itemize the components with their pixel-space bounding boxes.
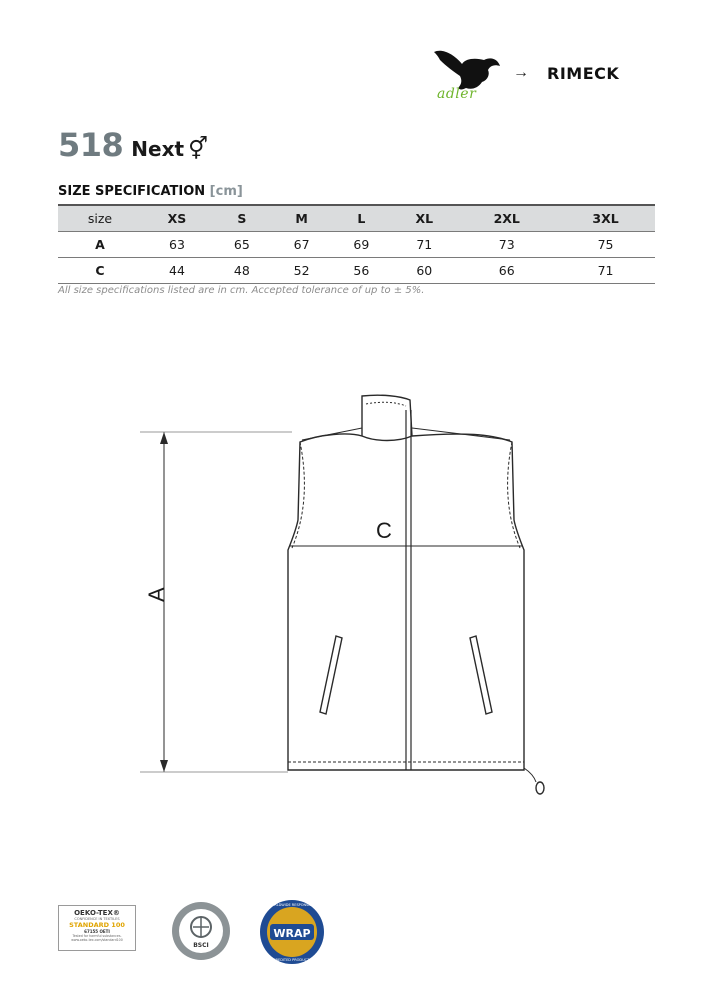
header-cell: XS	[142, 205, 212, 231]
header-cell: XL	[391, 205, 457, 231]
table-cell: 60	[391, 257, 457, 283]
table-cell: 67	[272, 231, 332, 257]
size-table-header	[58, 205, 655, 231]
table-cell: 56	[331, 257, 391, 283]
product-title	[58, 126, 208, 164]
oeko-tex-badge	[58, 905, 136, 951]
header-cell: 3XL	[556, 205, 655, 231]
row-label: C	[58, 257, 142, 283]
header-cell: size	[58, 205, 142, 231]
table-cell: 71	[391, 231, 457, 257]
table-cell: 44	[142, 257, 212, 283]
table-cell: 65	[212, 231, 272, 257]
table-cell: 66	[457, 257, 556, 283]
tolerance-note: All size specifications listed are in cm. Accepted tolerance of up to ± 5%.	[58, 285, 425, 296]
oeko-standard: STANDARD 100	[69, 921, 125, 929]
size-spec-heading	[58, 184, 243, 199]
adler-logo: adler	[437, 86, 477, 102]
product-name: Next	[131, 137, 185, 161]
vest-technical-drawing	[130, 380, 570, 800]
wrap-seal-icon	[258, 898, 326, 966]
arrow-icon: →	[513, 64, 529, 81]
table-cell: 75	[556, 231, 655, 257]
rimeck-logo-text: RIMECK	[547, 64, 620, 83]
header-cell: S	[212, 205, 272, 231]
wrap-top-text: WORLDWIDE RESPONSIBLE	[268, 903, 316, 907]
table-cell: 63	[142, 231, 212, 257]
unisex-symbol-icon: ⚥	[188, 136, 208, 161]
oeko-line1: Tested for harmful substances.	[72, 934, 122, 938]
wrap-bottom-text: ACCREDITED PRODUCTION	[268, 958, 316, 962]
size-spec-unit: [cm]	[209, 184, 243, 199]
dimension-c-label: C	[376, 518, 392, 543]
rimeck-logo	[547, 64, 619, 83]
oeko-sub: CONFIDENCE IN TEXTILES	[74, 917, 120, 921]
table-cell: 73	[457, 231, 556, 257]
row-label: A	[58, 231, 142, 257]
bsci-seal-icon	[170, 900, 232, 962]
table-cell: 48	[212, 257, 272, 283]
dimension-a-label: A	[144, 587, 169, 602]
table-row	[58, 231, 655, 257]
size-table	[58, 204, 655, 284]
table-cell: 52	[272, 257, 332, 283]
size-spec-title: SIZE SPECIFICATION	[58, 184, 206, 199]
header-cell: L	[331, 205, 391, 231]
wrap-label: WRAP	[273, 927, 311, 940]
header-cell: M	[272, 205, 332, 231]
header-cell: 2XL	[457, 205, 556, 231]
table-cell: 71	[556, 257, 655, 283]
oeko-line2: www.oeko-tex.com/standard100	[71, 938, 123, 942]
oeko-number: 67155 OETI	[84, 929, 110, 934]
table-cell: 69	[331, 231, 391, 257]
bsci-label: BSCI	[193, 942, 209, 949]
oeko-brand: OEKO-TEX®	[74, 909, 120, 917]
table-row	[58, 257, 655, 283]
product-code: 518	[58, 126, 124, 164]
